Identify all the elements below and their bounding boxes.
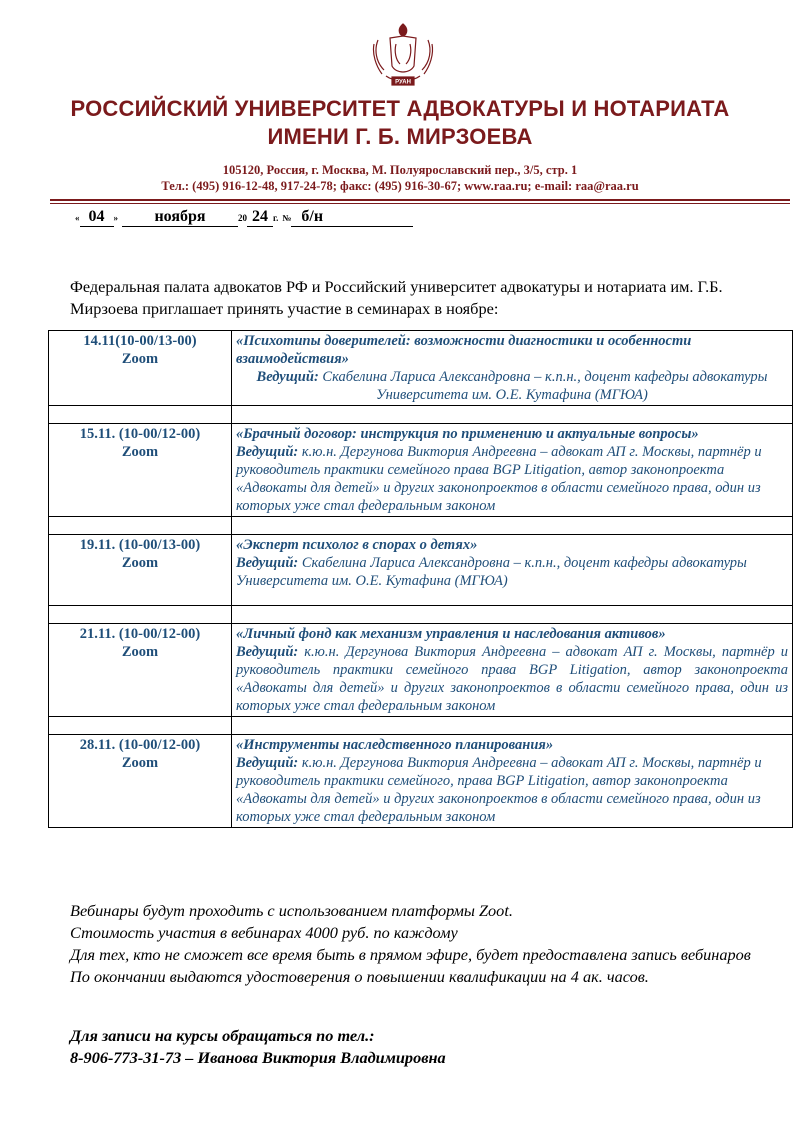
seminar-platform: Zoom [121, 755, 159, 771]
seminar-date: 28.11. (10-00/12-00) [79, 737, 201, 753]
intro-paragraph: Федеральная палата адвокатов РФ и Российский университет адвокатуры и нотариата им. Г.Б. Мирзоева приглашает принять участие в семинарах в ноябре: [70, 277, 723, 318]
seminar-row [49, 535, 793, 606]
university-contacts: Тел.: (495) 916-12-48, 917-24-78; факс: (495) 916-30-67; www.raa.ru; e-mail: raa@raa.ru [161, 179, 639, 193]
note-price: Стоимость участия в вебинарах 4000 руб. по каждому [70, 923, 458, 942]
university-emblem-icon [370, 20, 436, 92]
seminar-title: «Психотипы доверителей: возможности диагностики и особенности взаимодействия» [236, 333, 692, 367]
seminar-row [49, 735, 793, 828]
table-spacer-row [49, 606, 793, 624]
seminar-date-cell [49, 535, 232, 606]
host-label: Ведущий: [236, 555, 299, 571]
seminar-host: к.ю.н. Дергунова Виктория Андреевна – адвокат АП г. Москвы, партнёр и руководитель практики семейного права BGP Litigation, автор законопроекта «Адвокаты для детей» и других законопроектов в области семейного права, один из которых уже стал федеральным законом [236, 644, 788, 714]
seminar-row [49, 331, 793, 406]
header-divider-thin [50, 203, 790, 204]
university-address: 105120, Россия, г. Москва, М. Полуярославский пер., 3/5, стр. 1 [222, 163, 578, 177]
header-divider [50, 199, 790, 201]
seminar-date-cell [49, 424, 232, 517]
date-year: 24 [247, 208, 273, 227]
seminar-date-cell [49, 735, 232, 828]
seminar-platform: Zoom [121, 555, 159, 571]
seminar-date-cell [49, 624, 232, 717]
contact-phone: 8-906-773-31-73 – Иванова Виктория Владимировна [70, 1048, 446, 1067]
host-label: Ведущий: [236, 755, 299, 771]
date-month: ноября [122, 208, 238, 227]
seminar-info-cell [232, 535, 793, 606]
note-platform: Вебинары будут проходить с использованием платформы Zoot. [70, 901, 513, 920]
seminar-schedule-table [48, 330, 793, 828]
seminar-date-cell [49, 331, 232, 406]
date-day: 04 [80, 208, 114, 227]
note-certificate: По окончании выдаются удостоверения о повышении квалификации на 4 ак. часов. [70, 967, 649, 986]
seminar-platform: Zoom [121, 644, 159, 660]
note-recording: Для тех, кто не сможет все время быть в прямом эфире, будет предоставлена запись вебинаров [70, 945, 751, 964]
seminar-title: «Личный фонд как механизм управления и наследования активов» [236, 626, 666, 642]
date-year-suffix: г. [273, 213, 279, 223]
date-close-quote: » [113, 213, 118, 223]
seminar-info-cell [232, 624, 793, 717]
seminar-date: 19.11. (10-00/13-00) [79, 537, 201, 553]
seminar-info-cell [232, 424, 793, 517]
university-name-line1: РОССИЙСКИЙ УНИВЕРСИТЕТ АДВОКАТУРЫ И НОТАРИАТА [70, 96, 730, 121]
contact-heading: Для записи на курсы обращаться по тел.: [70, 1026, 375, 1045]
host-label: Ведущий: [236, 644, 299, 660]
seminar-host: Скабелина Лариса Александровна – к.п.н., доцент кафедры адвокатуры Университета им. О.Е. Кутафина (МГЮА) [236, 555, 747, 589]
seminar-platform: Zoom [121, 444, 159, 460]
table-spacer-row [49, 517, 793, 535]
seminar-host: к.ю.н. Дергунова Виктория Андреевна – адвокат АП г. Москвы, партнёр и руководитель практики семейного права BGP Litigation, автор законопроекта «Адвокаты для детей» и других законопроектов в области семейного права, один из которых уже стал федеральным законом [236, 444, 762, 514]
seminar-host: Скабелина Лариса Александровна – к.п.н., доцент кафедры адвокатуры Университета им. О.Е. Кутафина (МГЮА) [322, 369, 768, 403]
host-label: Ведущий: [236, 444, 299, 460]
seminar-title: «Брачный договор: инструкция по применению и актуальные вопросы» [236, 426, 699, 442]
table-spacer-row [49, 406, 793, 424]
date-open-quote: « [75, 213, 80, 223]
letter-number: б/н [291, 208, 413, 227]
table-spacer-row [49, 717, 793, 735]
number-label: № [282, 213, 292, 223]
seminar-row [49, 624, 793, 717]
host-label: Ведущий: [256, 369, 319, 385]
seminar-title: «Инструменты наследственного планирования» [236, 737, 554, 753]
seminar-info-cell [232, 735, 793, 828]
date-century: 20 [238, 213, 247, 223]
emblem-text: РУАН [395, 79, 411, 86]
seminar-info-cell [232, 331, 793, 406]
seminar-date: 21.11. (10-00/12-00) [79, 626, 201, 642]
seminar-date: 14.11(10-00/13-00) [83, 333, 197, 349]
letter-date-line [75, 208, 413, 227]
seminar-date: 15.11. (10-00/12-00) [79, 426, 201, 442]
webinar-notes [70, 900, 770, 988]
seminar-host: к.ю.н. Дергунова Виктория Андреевна – адвокат АП г. Москвы, партнёр и руководитель практики семейного, права BGP Litigation, автор законопроекта «Адвокаты для детей» и других законопроектов в области семейного права, один из которых уже стал федеральным законом [236, 755, 762, 825]
contact-info [70, 1025, 770, 1069]
seminar-title: «Эксперт психолог в спорах о детях» [236, 537, 478, 553]
university-name-line2: ИМЕНИ Г. Б. МИРЗОЕВА [267, 124, 533, 149]
seminar-platform: Zoom [121, 351, 159, 367]
seminar-row [49, 424, 793, 517]
